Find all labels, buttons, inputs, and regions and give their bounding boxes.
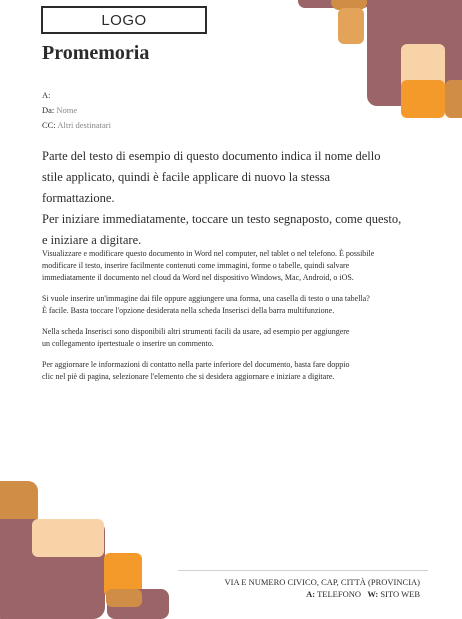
from-label: Da: (42, 105, 55, 115)
footer[interactable] (225, 576, 421, 600)
logo-placeholder[interactable] (41, 6, 207, 34)
footer-contacts (225, 588, 421, 600)
lead-paragraph[interactable] (42, 146, 402, 251)
lead-line: stile applicato, quindi è facile applicare di nuovo la stessa formattazione. (42, 170, 331, 205)
from-value: Nome (56, 105, 78, 115)
body-line: clic nel piè di pagina, selezionare l'elemento che si desidera aggiornare e iniziare a digitare. (42, 372, 335, 381)
cc-value: Altri destinatari (57, 120, 111, 130)
page-title[interactable]: Promemoria (42, 42, 150, 64)
phone-label: A: (306, 589, 316, 599)
body-line: È facile. Basta toccare l'opzione desiderata nella scheda Inserisci della barra multifunzione. (42, 306, 335, 315)
to-label: A: (42, 90, 51, 100)
body-paragraph[interactable] (42, 293, 422, 317)
body-line: modificare il testo, inserire facilmente contenuti come immagini, forme o tabelle, quindi salvare (42, 261, 350, 270)
footer-address: VIA E NUMERO CIVICO, CAP, CITTÀ (PROVINCIA) (224, 577, 420, 587)
cc-label: CC: (42, 120, 56, 130)
body-line: Per aggiornare le informazioni di contatto nella parte inferiore del documento, basta fare doppio (42, 360, 350, 369)
web-label: W: (367, 589, 379, 599)
body-line: Visualizzare e modificare questo documento in Word nel computer, nel tablet o nel telefono. È possibile (42, 249, 375, 258)
web-value: SITO WEB (380, 589, 420, 599)
decor-square (106, 589, 142, 607)
to-line[interactable] (42, 88, 111, 103)
body-line: immediatamente il documento nel cloud da Word nel dispositivo Windows, Mac, Android, o iOS. (42, 273, 354, 282)
from-line[interactable] (42, 103, 111, 118)
memo-meta (42, 88, 111, 133)
lead-line: e iniziare a digitare. (42, 233, 142, 247)
body-paragraph[interactable] (42, 359, 422, 383)
phone-value: TELEFONO (317, 589, 362, 599)
lead-line: Parte del testo di esempio di questo documento indica il nome dello (42, 149, 381, 163)
decor-square (445, 80, 462, 118)
decor-square (401, 80, 445, 118)
cc-line[interactable] (42, 118, 111, 133)
body-paragraph[interactable] (42, 248, 422, 284)
body-paragraph[interactable] (42, 326, 422, 350)
lead-line: Per iniziare immediatamente, toccare un testo segnaposto, come questo, (42, 212, 402, 226)
decor-square (32, 519, 104, 557)
body-line: un collegamento ipertestuale o inserire un commento. (42, 339, 214, 348)
decor-square (338, 8, 364, 44)
logo-text: LOGO (101, 11, 147, 29)
footer-divider (178, 570, 428, 571)
body-line: Si vuole inserire un'immagine dai file oppure aggiungere una forma, una casella di testo o una tabella? (42, 294, 370, 303)
body-text (42, 248, 422, 392)
body-line: Nella scheda Inserisci sono disponibili altri strumenti facili da usare, ad esempio per aggiungere (42, 327, 350, 336)
